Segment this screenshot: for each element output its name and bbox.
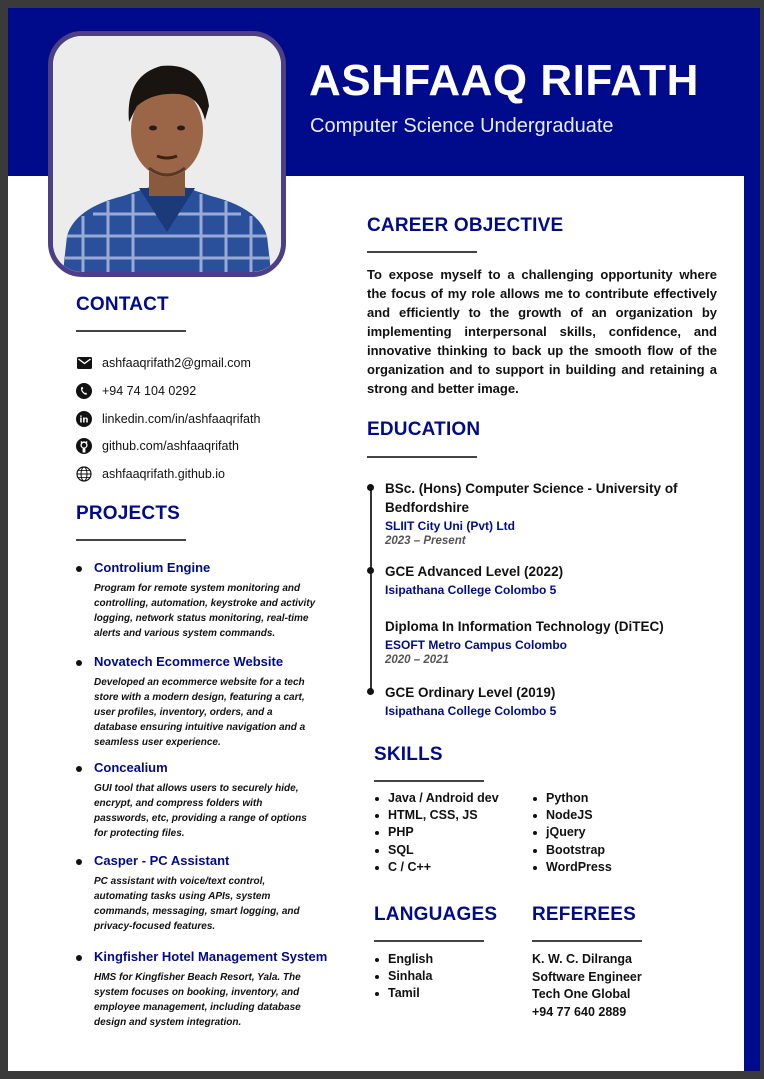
objective-text: To expose myself to a challenging opportunity where the focus of my role allows me to contribute effectively and efficiently to the growth of an organization by implementing interpersonal skills, confidence, and innovative thinking to back up the smooth flow of the organization and to support in building and retaining a strong and better image. [367, 267, 717, 396]
project-description: Developed an ecommerce website for a tech store with a modern design, featuring a cart, user profiles, inventory, orders, and a database ensuring intuitive navigation and a seamless user experience. [94, 677, 306, 748]
skills-heading: SKILLS [374, 744, 443, 765]
email-text: ashfaaqrifath2@gmail.com [102, 356, 251, 370]
contact-item-github[interactable] [76, 436, 239, 456]
education-timeline [370, 486, 372, 692]
skills-list-secondary [532, 790, 612, 876]
project-description: PC assistant with voice/text control, automating tasks using APIs, system commands, messaging, smart logging, and privacy-focused features. [94, 876, 300, 932]
project-item [76, 560, 326, 641]
skill-item: HTML, CSS, JS [374, 807, 499, 824]
referee-phone: +94 77 640 2889 [532, 1004, 627, 1019]
project-item [76, 853, 326, 934]
contact-item-linkedin[interactable] [76, 409, 260, 429]
education-title: Diploma In Information Technology (DiTEC) [385, 619, 664, 634]
project-description: GUI tool that allows users to securely hide, encrypt, and compress folders with passwords, etc, providing a range of options for protecting files. [94, 783, 307, 839]
right-accent-bar [744, 176, 760, 1071]
contact-item-email[interactable] [76, 353, 251, 373]
referees-heading: REFEREES [532, 904, 637, 925]
project-item [76, 760, 326, 841]
objective-heading-rule [367, 251, 477, 253]
education-date: 2020 – 2021 [385, 654, 449, 666]
contact-heading: CONTACT [76, 294, 169, 315]
timeline-dot [367, 484, 374, 491]
objective-heading: CAREER OBJECTIVE [367, 215, 564, 236]
skill-item: Bootstrap [532, 842, 612, 859]
education-item [385, 617, 715, 666]
education-item [385, 683, 715, 718]
skill-item: Java / Android dev [374, 790, 499, 807]
linkedin-text: linkedin.com/in/ashfaaqrifath [102, 412, 261, 426]
referee-company: Tech One Global [532, 987, 631, 1001]
linkedin-icon [76, 411, 92, 427]
education-title: GCE Advanced Level (2022) [385, 564, 564, 579]
education-date: 2023 – Present [385, 535, 466, 547]
language-item: Sinhala [374, 968, 433, 985]
contact-item-website[interactable] [76, 464, 225, 484]
education-item [385, 562, 715, 597]
skill-item: WordPress [532, 859, 612, 876]
project-description: Program for remote system monitoring and controlling, automation, keystroke and activity logging, network status monitoring, real-time alerts and various system commands. [94, 583, 316, 639]
contact-heading-rule [76, 330, 186, 332]
candidate-subtitle: Computer Science Undergraduate [310, 115, 614, 137]
projects-heading-rule [76, 539, 186, 541]
education-title: BSc. (Hons) Computer Science - University of Bedfordshire [385, 481, 678, 515]
profile-photo [48, 31, 286, 277]
skills-heading-rule [374, 780, 484, 782]
skill-item: PHP [374, 824, 499, 841]
project-title: Concealium [76, 760, 326, 775]
languages-heading-rule [374, 940, 484, 942]
education-heading: EDUCATION [367, 419, 481, 440]
project-description: HMS for Kingfisher Beach Resort, Yala. The system focuses on booking, inventory, and employee management, including database design and system integration. [94, 972, 301, 1028]
project-item [76, 949, 356, 1030]
phone-icon [76, 383, 92, 399]
candidate-name: ASHFAAQ RIFATH [309, 56, 699, 105]
education-item [385, 479, 715, 547]
window-frame [0, 0, 764, 8]
github-text: github.com/ashfaaqrifath [102, 439, 239, 453]
timeline-dot [367, 688, 374, 695]
timeline-dot [367, 567, 374, 574]
project-title: Controlium Engine [76, 560, 326, 575]
education-institution: ESOFT Metro Campus Colombo [385, 638, 568, 652]
referee-block [532, 951, 642, 1021]
phone-text: +94 74 104 0292 [102, 384, 197, 398]
skills-list-primary [374, 790, 499, 876]
skill-item: C / C++ [374, 859, 499, 876]
referee-name: K. W. C. Dilranga [532, 952, 633, 966]
project-title: Novatech Ecommerce Website [76, 654, 326, 669]
contact-item-phone[interactable] [76, 381, 196, 401]
projects-heading: PROJECTS [76, 503, 181, 524]
svg-text:in: in [79, 415, 89, 426]
skill-item: NodeJS [532, 807, 612, 824]
language-item: English [374, 951, 433, 968]
github-icon [76, 438, 92, 454]
languages-heading: LANGUAGES [374, 904, 498, 925]
education-institution: Isipathana College Colombo 5 [385, 583, 557, 597]
mail-icon [76, 355, 92, 371]
education-institution: SLIIT City Uni (Pvt) Ltd [385, 519, 515, 533]
globe-icon [76, 466, 92, 482]
website-text: ashfaaqrifath.github.io [102, 467, 226, 481]
referee-role: Software Engineer [532, 969, 642, 984]
education-heading-rule [367, 456, 477, 458]
education-institution: Isipathana College Colombo 5 [385, 704, 557, 718]
languages-list [374, 951, 433, 1003]
education-title: GCE Ordinary Level (2019) [385, 685, 556, 700]
portrait-image [53, 36, 281, 272]
skill-item: jQuery [532, 824, 612, 841]
skill-item: SQL [374, 842, 499, 859]
project-title: Kingfisher Hotel Management System [76, 949, 356, 964]
referees-heading-rule [532, 940, 642, 942]
project-title: Casper - PC Assistant [76, 853, 326, 868]
project-item [76, 654, 326, 750]
resume-page [8, 8, 760, 1071]
skill-item: Python [532, 790, 612, 807]
language-item: Tamil [374, 985, 433, 1002]
